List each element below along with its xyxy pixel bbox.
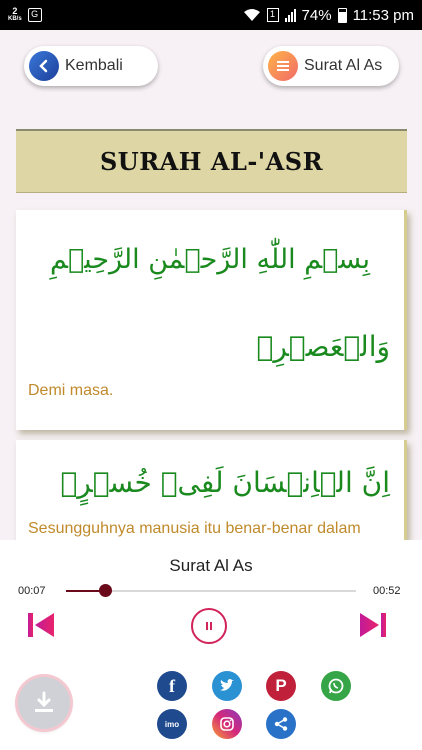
skip-previous-icon: [26, 611, 56, 639]
translate-icon: G: [28, 8, 42, 22]
twitter-icon[interactable]: [212, 671, 242, 701]
status-right: [243, 7, 414, 24]
audio-player: [0, 540, 422, 750]
verse-card: [16, 210, 407, 430]
elapsed-time: 00:07: [18, 585, 46, 597]
network-speed: [8, 7, 22, 23]
whatsapp-icon[interactable]: [321, 671, 351, 701]
verse-translation: Demi masa.: [28, 382, 114, 399]
surah-title-bar: [16, 129, 407, 193]
facebook-icon[interactable]: f: [157, 671, 187, 701]
bismillah-text: بِسۡمِ اللّٰهِ الرَّحۡمٰنِ الرَّحِيۡمِ: [50, 244, 370, 275]
back-button-label: Kembali: [65, 57, 123, 74]
total-duration: 00:52: [373, 585, 401, 597]
battery-icon: [338, 8, 347, 23]
next-button[interactable]: [358, 610, 388, 640]
verse-arabic: اِنَّ الۡاِنۡسَانَ لَفِىۡ خُسۡرٍۙ: [60, 466, 390, 499]
pinterest-icon[interactable]: P: [266, 671, 296, 701]
signal-icon: [285, 8, 296, 22]
network-speed-unit: KB/s: [8, 16, 22, 22]
instagram-icon[interactable]: [212, 709, 242, 739]
verse-card: [16, 440, 407, 540]
status-left: [8, 7, 42, 23]
seek-bar-thumb[interactable]: [99, 584, 112, 597]
previous-button[interactable]: [26, 610, 56, 640]
chevron-left-icon: [29, 51, 59, 81]
imo-icon[interactable]: imo: [157, 709, 187, 739]
share-icon[interactable]: [266, 709, 296, 739]
download-button[interactable]: [18, 677, 70, 729]
battery-percent: 74%: [301, 6, 332, 24]
download-icon: [31, 690, 57, 716]
back-button[interactable]: [24, 46, 158, 86]
network-speed-value: 2: [12, 6, 18, 16]
verse-arabic: وَالۡعَصۡرِۙ: [256, 330, 390, 363]
menu-icon: [268, 51, 298, 81]
skip-next-icon: [358, 611, 388, 639]
pause-icon: [206, 622, 212, 630]
pause-button[interactable]: [191, 608, 227, 644]
surah-title: SURAH AL-'ASR: [99, 147, 324, 176]
surah-menu-button[interactable]: [263, 46, 399, 86]
seek-bar[interactable]: [66, 590, 356, 592]
wifi-icon: [243, 8, 261, 22]
surah-menu-label: Surat Al As: [304, 57, 383, 74]
verse-translation: Sesungguhnya manusia itu benar-benar dalam: [28, 520, 361, 537]
clock: 11:53 pm: [352, 6, 414, 24]
status-bar: [0, 0, 422, 30]
now-playing-title: Surat Al As: [169, 556, 253, 575]
sim-icon: 1: [267, 8, 279, 22]
